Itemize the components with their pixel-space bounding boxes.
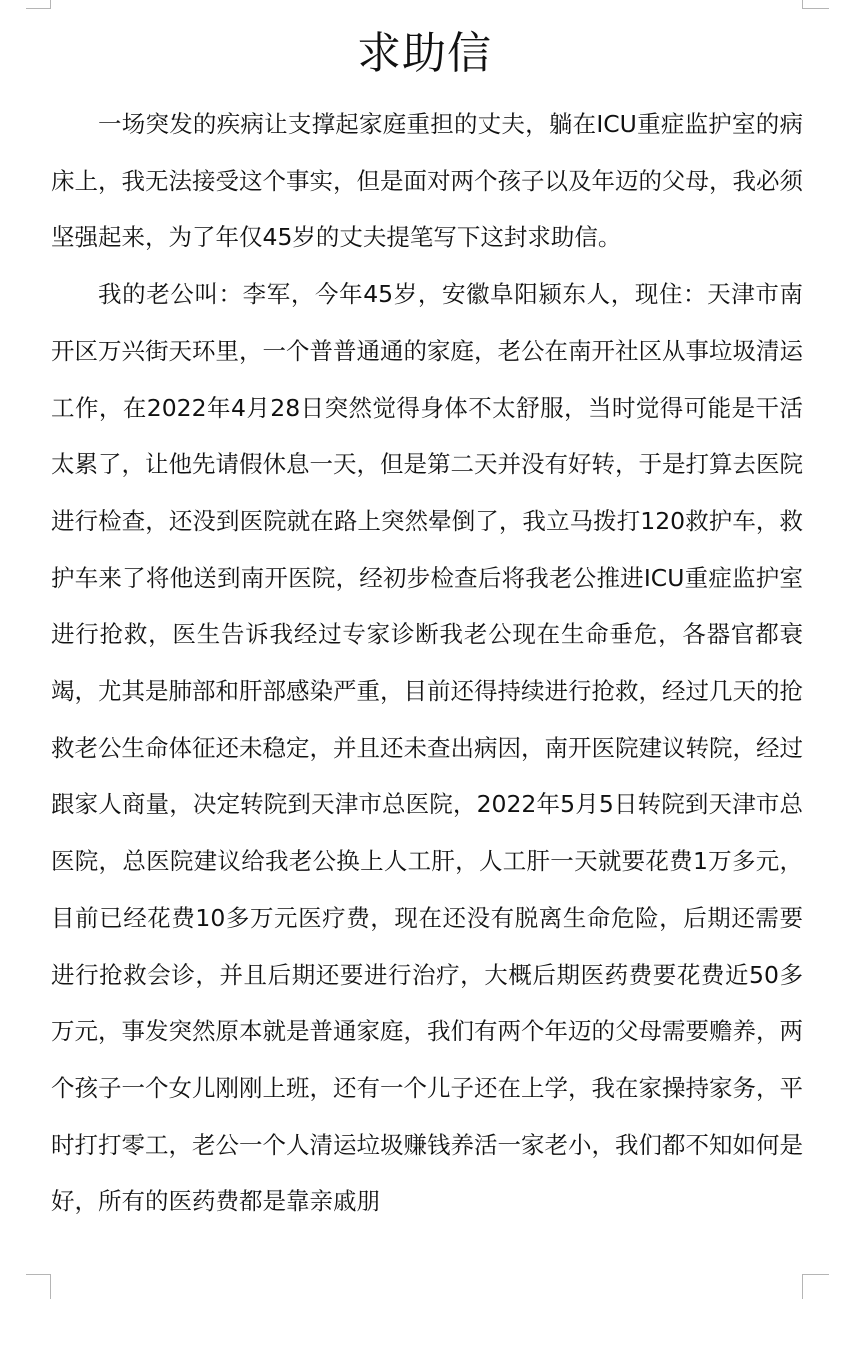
- paragraph-story: 我的老公叫：李军，今年45岁，安徽阜阳颍东人，现住：天津市南开区万兴街天环里，一个普普通通的家庭，老公在南开社区从事垃圾清运工作，在2022年4月28日突然觉得身体不太舒服，当时觉得可能是干活太累了，让他先请假休息一天，但是第二天并没有好转，于是打算去医院进行检查，还没到医院就在路上突然晕倒了，我立马拨打120救护车，救护车来了将他送到南开医院，经初步检查后将我老公推进ICU重症监护室进行抢救，医生告诉我经过专家诊断我老公现在生命垂危，各器官都衰竭，尤其是肺部和肝部感染严重，目前还得持续进行抢救，经过几天的抢救老公生命体征还未稳定，并且还未查出病因，南开医院建议转院，经过跟家人商量，决定转院到天津市总医院，2022年5月5日转院到天津市总医院，总医院建议给我老公换上人工肝，人工肝一天就要花费1万多元，目前已经花费10多万元医疗费，现在还没有脱离生命危险，后期还需要进行抢救会诊，并且后期还要进行治疗，大概后期医药费要花费近50多万元，事发突然原本就是普通家庭，我们有两个年迈的父母需要赡养，两个孩子一个女儿刚刚上班，还有一个儿子还在上学，我在家操持家务，平时打打零工，老公一个人清运垃圾赚钱养活一家老小，我们都不知如何是好，所有的医药费都是靠亲戚朋: [51, 280, 803, 1216]
- corner-mark-bottom-right: [802, 1274, 829, 1299]
- page-title: 求助信: [357, 28, 492, 79]
- document-body: [51, 96, 803, 1271]
- corner-mark-bottom-left: [26, 1274, 51, 1299]
- paragraph-intro: 一场突发的疾病让支撑起家庭重担的丈夫，躺在ICU重症监护室的病床上，我无法接受这个事实，但是面对两个孩子以及年迈的父母，我必须坚强起来，为了年仅45岁的丈夫提笔写下这封求助信。: [51, 110, 803, 252]
- corner-mark-top-right: [802, 0, 829, 9]
- corner-mark-top-left: [26, 0, 51, 9]
